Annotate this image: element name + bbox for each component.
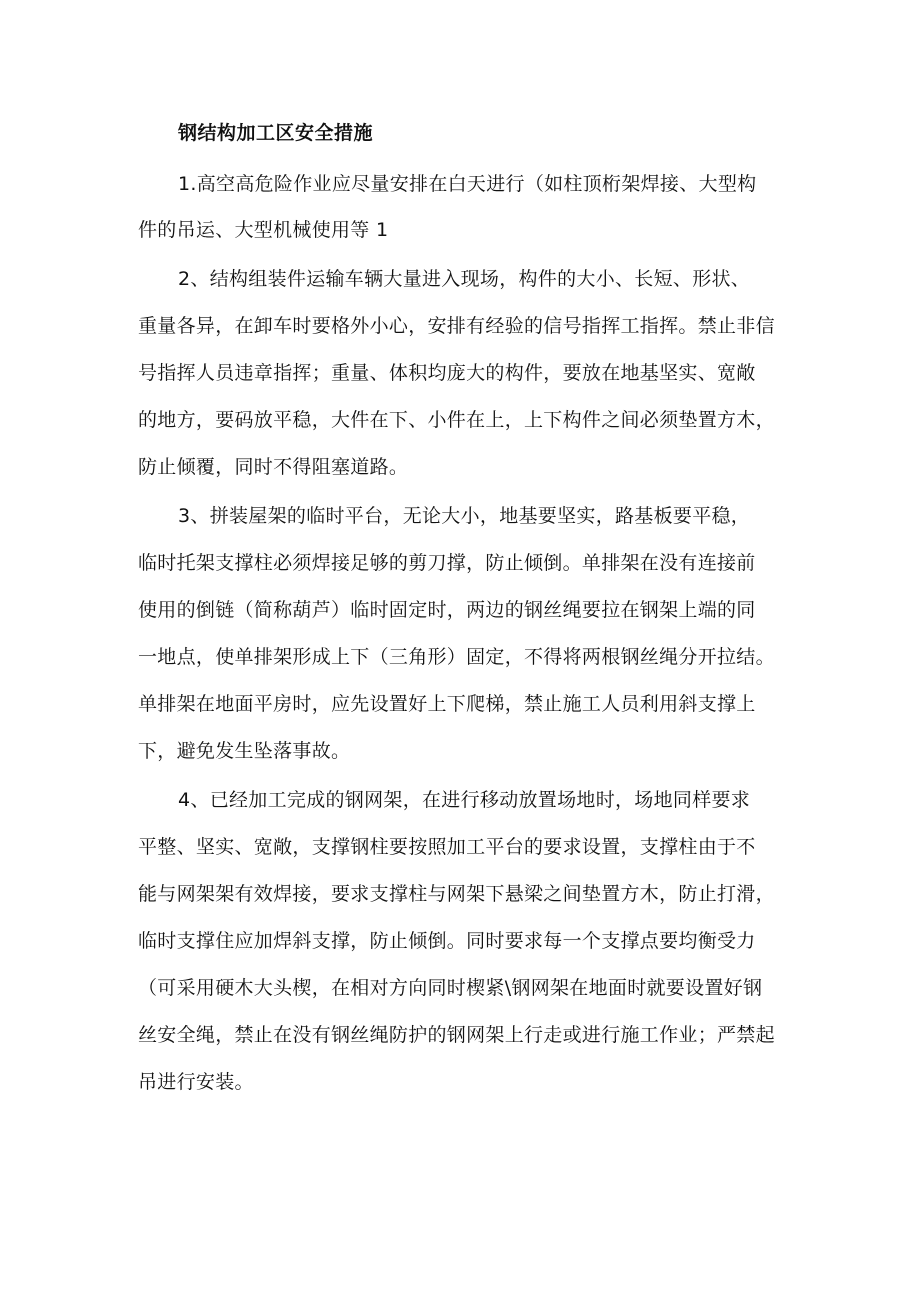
paragraph-3-line-2: 临时托架支撑柱必须焊接足够的剪刀撑，防止倾倒。单排架在没有连接前	[138, 552, 756, 574]
paragraph-4-line-3: 能与网架架有效焊接，要求支撑柱与网架下悬梁之间垫置方木，防止打滑，	[138, 883, 775, 905]
paragraph-4-line-6: 丝安全绳，禁止在没有钢丝绳防护的钢网架上行走或进行施工作业；严禁起	[138, 1024, 775, 1046]
paragraph-2-line-3: 号指挥人员违章指挥；重量、体积均庞大的构件，要放在地基坚实、宽敞	[138, 362, 756, 384]
paragraph-1-line-2: 件的吊运、大型机械使用等 1	[138, 219, 389, 241]
paragraph-2-line-5: 防止倾覆，同时不得阻塞道路。	[138, 456, 409, 478]
paragraph-3-line-1: 3、拼装屋架的临时平台，无论大小，地基要坚实，路基板要平稳，	[178, 505, 751, 527]
paragraph-4-line-2: 平整、坚实、宽敞，支撑钢柱要按照加工平台的要求设置，支撑柱由于不	[138, 836, 756, 858]
paragraph-2-line-2: 重量各异，在卸车时要格外小心，安排有经验的信号指挥工指挥。禁止非信	[138, 315, 775, 337]
paragraph-3-line-3: 使用的倒链（简称葫芦）临时固定时，两边的钢丝绳要拉在钢架上端的同	[138, 599, 756, 621]
paragraph-1-line-1: 1.高空高危险作业应尽量安排在白天进行（如柱顶桁架焊接、大型构	[178, 173, 757, 195]
paragraph-2-line-4: 的地方，要码放平稳，大件在下、小件在上，上下构件之间必须垫置方木，	[138, 409, 775, 431]
document-title: 钢结构加工区安全措施	[178, 122, 374, 144]
paragraph-2-line-1: 2、结构组装件运输车辆大量进入现场，构件的大小、长短、形状、	[178, 268, 751, 290]
paragraph-3-line-4: 一地点，使单排架形成上下（三角形）固定，不得将两根钢丝绳分开拉结。	[138, 646, 775, 668]
paragraph-4-line-4: 临时支撑住应加焊斜支撑，防止倾倒。同时要求每一个支撑点要均衡受力	[138, 930, 756, 952]
paragraph-4-line-1: 4、已经加工完成的钢网架，在进行移动放置场地时，场地同样要求	[178, 789, 751, 811]
paragraph-3-line-6: 下，避免发生坠落事故。	[138, 740, 351, 762]
paragraph-3-line-5: 单排架在地面平房时，应先设置好上下爬梯，禁止施工人员利用斜支撑上	[138, 693, 756, 715]
paragraph-4-line-5: （可采用硬木大头楔，在相对方向同时楔紧\钢网架在地面时就要设置好钢	[138, 977, 763, 999]
paragraph-4-line-7: 吊进行安装。	[138, 1071, 254, 1093]
